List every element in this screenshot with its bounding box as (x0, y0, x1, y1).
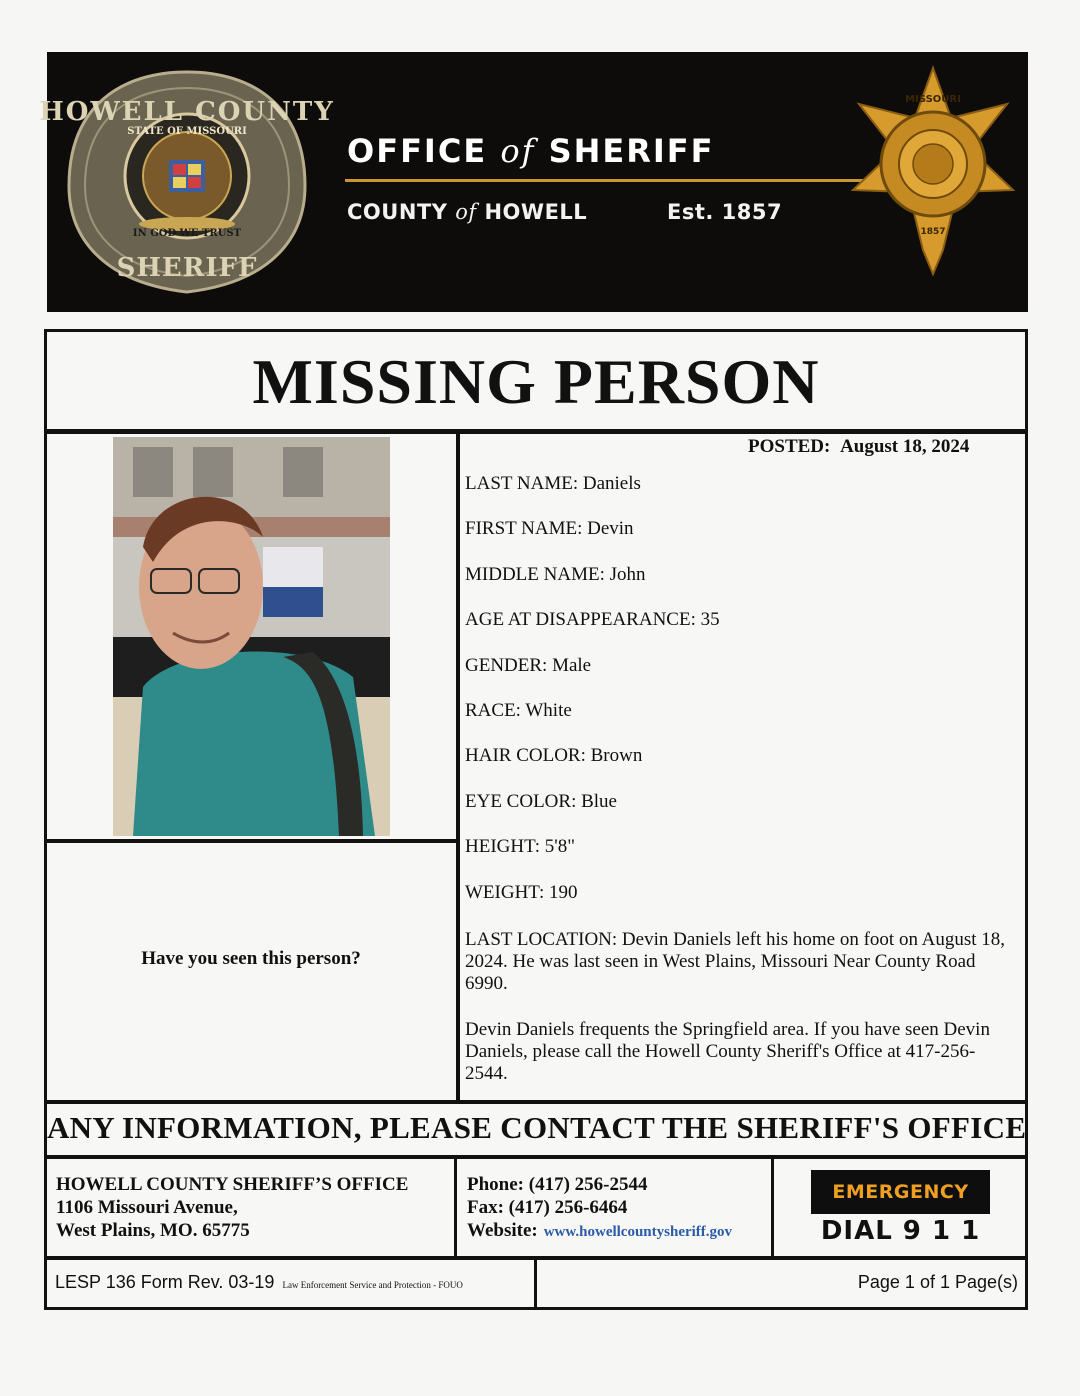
field-last-name: LAST NAME: Daniels (465, 473, 641, 494)
form-id-footer (55, 1272, 463, 1293)
missing-person-heading: MISSING PERSON (252, 346, 820, 417)
field-first-name: FIRST NAME: Devin (465, 518, 634, 539)
contact-sheriff-banner: ANY INFORMATION, PLEASE CONTACT THE SHERIFF'S OFFICE (47, 1110, 1027, 1145)
dial-911-text: DIAL 9 1 1 (820, 1216, 981, 1246)
sheriff-header-banner (39, 52, 1028, 312)
county-of-word: of (455, 200, 477, 224)
field-middle-name: MIDDLE NAME: John (465, 564, 646, 585)
fax-number: Fax: (417) 256-6464 (467, 1197, 628, 1218)
howell-county-seal-logo (39, 66, 335, 298)
field-height: HEIGHT: 5'8" (465, 836, 575, 857)
svg-text:1857: 1857 (920, 227, 946, 237)
svg-text:MISSOURI: MISSOURI (905, 94, 961, 105)
field-gender: GENDER: Male (465, 655, 592, 676)
rule-phone-emergency-divider (771, 1157, 774, 1257)
title-office-word: OFFICE (347, 132, 488, 170)
office-address-block (56, 1173, 408, 1242)
missing-person-photo (113, 437, 390, 836)
county-word: COUNTY (347, 200, 448, 224)
posted-label: POSTED: (748, 436, 831, 457)
seen-this-person-prompt: Have you seen this person? (141, 948, 361, 969)
phone-number: Phone: (417) 256-2544 (467, 1174, 648, 1195)
office-name: HOWELL COUNTY SHERIFF’S OFFICE (56, 1174, 409, 1195)
rule-footer-divider (534, 1258, 537, 1308)
office-of-sheriff-title (347, 132, 817, 180)
website-label: Website: (467, 1220, 538, 1241)
posted-date: August 18, 2024 (840, 436, 970, 457)
rule-above-contact-banner (44, 1100, 1028, 1104)
field-hair-color: HAIR COLOR: Brown (465, 745, 643, 766)
phone-fax-website-block (467, 1173, 732, 1244)
rule-office-phone-divider (454, 1157, 457, 1257)
title-of-word: of (500, 132, 536, 170)
sheriff-star-badge-logo (847, 64, 1019, 279)
emergency-label: EMERGENCY (811, 1170, 990, 1214)
page-count: Page 1 of 1 Page(s) (857, 1272, 1018, 1292)
form-note: Law Enforcement Service and Protection - FOUO (282, 1280, 463, 1290)
rule-below-photo (44, 839, 458, 843)
svg-text:STATE OF MISSOURI: STATE OF MISSOURI (127, 126, 247, 137)
website-link[interactable]: www.howellcountysheriff.gov (543, 1224, 733, 1240)
field-eye-color: EYE COLOR: Blue (465, 791, 617, 812)
field-age: AGE AT DISAPPEARANCE: 35 (465, 609, 720, 630)
rule-below-contact-banner (44, 1155, 1028, 1159)
gold-divider-line (345, 179, 865, 182)
contact-note-paragraph: Devin Daniels frequents the Springfield area. If you have seen Devin Daniels, please call the Howell County Sheriff's Office at 417-256-2544. (465, 1019, 990, 1084)
established-year: Est. 1857 (667, 200, 783, 224)
county-of-howell-label (347, 200, 587, 224)
svg-text:SHERIFF: SHERIFF (116, 253, 258, 283)
rule-photo-column (456, 432, 460, 1102)
county-name: HOWELL (484, 200, 588, 224)
last-location-paragraph: LAST LOCATION: Devin Daniels left his home on foot on August 18, 2024. He was last seen in West Plains, Missouri Near County Road 6990. (465, 929, 1006, 994)
rule-below-title (44, 429, 1028, 434)
form-number: LESP 136 Form Rev. 03-19 (55, 1272, 275, 1292)
office-address-line2: West Plains, MO. 65775 (56, 1220, 250, 1241)
posted-date-line (748, 436, 969, 458)
svg-text:HOWELL COUNTY: HOWELL COUNTY (39, 97, 335, 127)
svg-text:IN GOD WE TRUST: IN GOD WE TRUST (132, 228, 242, 239)
title-sheriff-word: SHERIFF (548, 132, 715, 170)
website-line (467, 1219, 732, 1244)
office-address-line1: 1106 Missouri Avenue, (56, 1197, 238, 1218)
field-weight: WEIGHT: 190 (465, 882, 578, 903)
field-race: RACE: White (465, 700, 572, 721)
